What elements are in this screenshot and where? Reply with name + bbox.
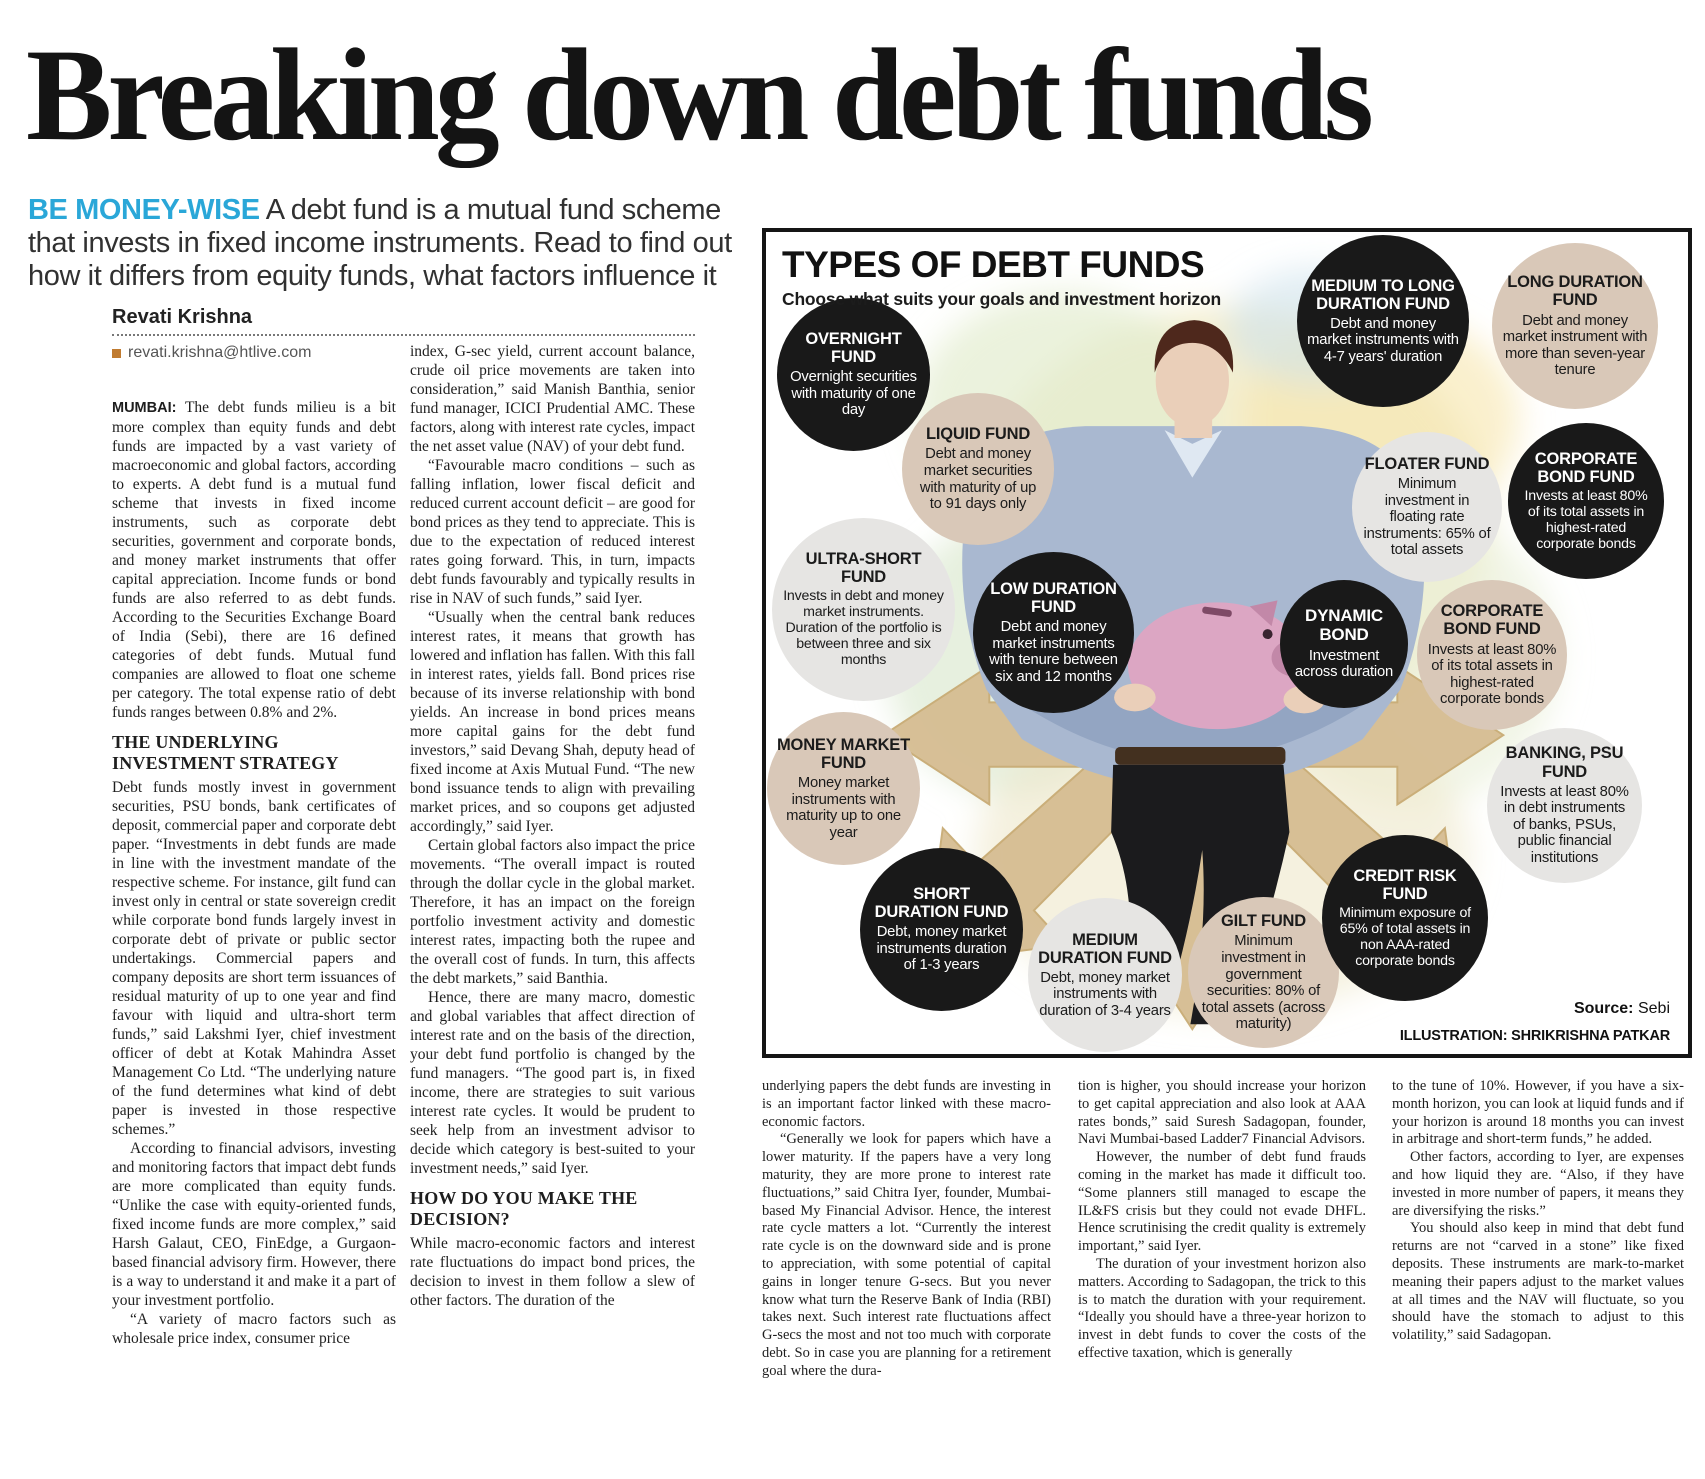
fund-circle-short-duration [860,848,1023,1011]
paragraph: to the tune of 10%. However, if you have a six-month horizon, you can look at liquid funds and if your horizon is around 18 months you can invest in arbitrage and short-term funds,” he added. [1392,1078,1684,1148]
infographic-header [782,244,1221,310]
fund-circle-medium-duration [1028,898,1182,1052]
article-column-5 [1392,1078,1684,1470]
intro-kicker: BE MONEY-WISE [28,194,260,226]
section-subhead: THE UNDERLYING INVESTMENT STRATEGY [112,732,339,773]
infographic-subtitle: Choose what suits your goals and investment horizon [782,289,1222,309]
fund-circle-money-market [767,712,920,865]
byline-author: Revati Krishna [112,306,695,336]
dateline: MUMBAI: [112,400,177,416]
paragraph-text: The debt funds milieu is a bit more complex than equity funds and debt funds are impacted by a vast variety of macroeconomic and global factors, according to experts. A debt fund is a mutual fund scheme that invests in fixed income instruments, such as corporate debt securities, government and corporate bonds, and money market instruments that offer capital appreciation. Income funds or bond funds are also referred to as debt funds. According to the Securities Exchange Board of India (Sebi), there are 16 defined categories of debt funds. Mutual fund companies are allowed to float one scheme per category. The total expense ratio of debt funds ranges between 0.8% and 2%. [112,399,396,721]
fund-name: MEDIUM TO LONG DURATION FUND [1311,276,1455,313]
source-line [1574,1000,1670,1018]
fund-desc: Money market instruments with maturity up to one year [786,775,901,841]
fund-circle-banking-psu [1487,728,1642,883]
intro-text: A debt fund is a mutual fund scheme that invests in fixed income instruments. Read to find out how it differs from equity funds, what factors influence it [28,194,732,292]
fund-name: LOW DURATION FUND [990,579,1117,616]
fund-desc: Minimum investment in government securities: 80% of total assets (across maturity) [1201,933,1326,1033]
paragraph: Other factors, according to Iyer, are expenses and how liquid they are. “Also, if they have invested in more number of papers, it means they are diversifying the risks.” [1392,1149,1684,1219]
fund-desc: Investment across duration [1294,647,1394,681]
paragraph: underlying papers the debt funds are investing in is an important factor linked with these macro-economic factors. [762,1078,1051,1130]
fund-name: DYNAMIC BOND [1305,606,1383,644]
fund-desc: Debt and money market instruments with tenure between six and 12 months [989,619,1118,685]
byline-email: revati.krishna@htlive.com [128,344,312,361]
fund-desc: Debt and money market instrument with more than seven-year tenure [1502,312,1648,379]
fund-name: MONEY MARKET FUND [777,735,910,772]
fund-desc: Invests at least 80% of its total assets in highest-rated corporate bonds [1524,487,1648,552]
paragraph: Debt funds mostly invest in government securities, PSU bonds, bank certificates of deposit, commercial paper and corporate debt paper. “Investments in debt funds are made in line with the investment mandate of the respective scheme. For instance, gilt fund can invest only in central or state sovereign credit while corporate bond funds largely invest in corporate debt of private or public sector undertakings. Commercial papers and company deposits are short term issuances of residual maturity of up to one year and find favour with liquid and ultra-short term funds,” said Lakshmi Iyer, chief investment officer of debt at Kotak Mahindra Asset Management Co Ltd. “The underlying nature of the fund determines what kind of debt paper is invested in those respective schemes.” [112,779,396,1138]
paragraph: “Favourable macro conditions – such as falling inflation, lower fiscal deficit and reduced current account deficit – are good for bond prices as they tend to appreciate. This is due to the expectation of reduced interest rates going forward. This, in turn, impacts debt funds favourably and typically results in rise in NAV of such funds,” said Iyer. [410,457,695,607]
article-column-1 [112,398,396,1460]
fund-name: FLOATER FUND [1364,455,1490,474]
article-column-3 [762,1078,1051,1470]
fund-name: LIQUID FUND [925,425,1031,444]
fund-desc: Debt, money market instruments duration of 1-3 years [876,924,1007,974]
fund-desc: Invests at least 80% of its total assets in highest-rated corporate bonds [1427,641,1557,708]
fund-name: CORPORATE BOND FUND [1534,449,1638,486]
paragraph [112,398,396,722]
paragraph: “Usually when the central bank reduces interest rates, it means that growth has lowered and inflation has fallen. With this fall in interest rates, yields fall. Bond prices rise because of its inverse relationship with bond yields. An increase in bond prices means more capital gains for the debt fund investors,” said Devang Shah, deputy head of fixed income at Axis Mutual Fund. “The new bond issuance tends to align with prevailing market prices, and so coupons get adjusted accordingly,” said Iyer. [410,609,695,835]
fund-circle-overnight [777,298,930,451]
fund-desc: Minimum investment in floating rate instruments: 65% of total assets [1363,476,1491,559]
fund-circle-low-duration [973,552,1134,713]
paragraph: tion is higher, you should increase your horizon to get capital appreciation and also look at AAA rates bonds,” said Suresh Sadagopan, founder, Navi Mumbai-based Ladder7 Financial Advisors. [1078,1078,1366,1148]
bullet-icon [112,349,121,358]
paragraph: “Generally we look for papers which have a lower maturity. If the papers have a very long maturity, they are more prone to interest rate fluctuations,” said Chitra Iyer, founder, Mumbai-based My Financial Advisor. Hence, the interest rate cycle matters a lot. “Currently the interest rate cycle is on the downward side and is prone to appreciation, with some potential of capital gains in longer tenure G-secs. But you never know what turn the Reserve Bank of India (RBI) takes next. Such interest rate fluctuations affect G-secs the most and not too much with corporate debt. So in case you are planning for a retirement goal where the dura- [762,1131,1051,1379]
fund-name: OVERNIGHT FUND [805,330,902,367]
fund-name: BANKING, PSU FUND [1505,744,1624,781]
fund-name: MEDIUM DURATION FUND [1038,930,1172,967]
fund-desc: Invests in debt and money market instruments. Duration of the portfolio is between three and six months [783,588,944,668]
fund-desc: Minimum exposure of 65% of total assets in non AAA-rated corporate bonds [1339,904,1471,969]
fund-name: CREDIT RISK FUND [1353,866,1457,903]
fund-name: LONG DURATION FUND [1507,273,1643,310]
intro-summary [28,194,736,293]
source-label: Source: [1573,1000,1634,1017]
paragraph: According to financial advisors, investing and monitoring factors that impact debt funds are more complicated than equity funds. “Unlike the case with equity-oriented funds, fixed income funds are more complex,” said Harsh Galaut, CEO, FinEdge, a Gurgaon-based financial advisory firm. However, there is a way to understand it and make it a part of your investment portfolio. [112,1140,396,1309]
paragraph: Hence, there are many macro, domestic and global variables that affect direction of interest rate and on the basis of the direction, your debt fund portfolio is changed by the fund managers. “The good part is, in fixed income, there are strategies to suit various interest rate cycles. It would be prudent to seek help from an investment advisor to decide which category is best-suited to your investment needs,” said Iyer. [410,989,695,1177]
fund-name: SHORT DURATION FUND [874,885,1009,922]
paragraph: While macro-economic factors and interest rate fluctuations do impact bond prices, the decision to invest in them follow a slew of other factors. The duration of the [410,1235,695,1309]
fund-desc: Overnight securities with maturity of one day [790,369,917,419]
paragraph: “A variety of macro factors such as wholesale price index, consumer price [112,1311,396,1347]
source-value: Sebi [1637,1000,1670,1017]
paragraph: Certain global factors also impact the price movements. “The overall impact is routed through the dollar cycle in the global market. Therefore, it has an impact on the foreign portfolio investment activity and domestic interest rates, impacting both the rupee and the overall cost of funds. In turn, this affects the debt markets,” said Banthia. [410,837,695,987]
fund-circle-dynamic-bond [1280,580,1408,708]
fund-circle-credit-risk [1322,835,1488,1001]
fund-circle-corporate-bond-2 [1417,580,1567,730]
paragraph: The duration of your investment horizon also matters. According to Sadagopan, the trick to this is to match the duration with your requirement. “Ideally you should have a three-year horizon to invest in debt funds to cover the costs of the effective taxation, which is generally [1078,1255,1366,1361]
section-subhead: HOW DO YOU MAKE THE DECISION? [410,1188,638,1229]
fund-circle-corporate-bond-1 [1508,423,1664,579]
fund-desc: Invests at least 80% in debt instruments of banks, PSUs, public financial institutions [1500,783,1629,866]
article-column-2 [410,342,695,1462]
fund-circle-medium-to-long [1297,235,1469,407]
infographic-title: TYPES OF DEBT FUNDS [782,244,1205,285]
fund-circle-long-duration [1492,243,1658,409]
illustration-credit: ILLUSTRATION: SHRIKRISHNA PATKAR [1399,1028,1670,1044]
fund-circle-gilt [1188,897,1339,1048]
article-column-4 [1078,1078,1366,1470]
fund-desc: Debt, money market instruments with duration of 3-4 years [1039,969,1171,1019]
paragraph: However, the number of debt fund frauds coming in the market has made it difficult too. “Some planners still managed to escape the IL&FS crisis but they could not evade DHFL. Hence scrutinising the credit quality is extremely important,” said Iyer. [1078,1149,1366,1255]
paragraph: index, G-sec yield, current account balance, crude oil price movements are taken into consideration,” said Manish Banthia, senior fund manager, ICICI Prudential AMC. These factors, along with interest rate cycles, impact the net asset value (NAV) of your debt fund. [410,343,695,455]
fund-circle-liquid [902,393,1054,545]
fund-circle-floater [1352,432,1502,582]
fund-name: GILT FUND [1221,912,1306,931]
fund-circle-ultra-short [772,518,955,701]
paragraph: You should also keep in mind that debt fund returns are not “carved in a stone” like fixed deposits. These instruments are mark-to-market meaning their papers adjust to the market values at all times and the NAV will fluctuate, so you should have the stomach to adjust to this volatility,” said Sadagopan. [1392,1220,1684,1344]
fund-name: ULTRA-SHORT FUND [805,550,922,587]
fund-desc: Debt and money market securities with maturity of up to 91 days only [919,446,1037,513]
page-headline: Breaking down debt funds [26,21,1370,168]
fund-name: CORPORATE BOND FUND [1440,602,1544,639]
infographic-box [762,228,1692,1058]
fund-desc: Debt and money market instruments with 4-7 years' duration [1307,315,1459,365]
